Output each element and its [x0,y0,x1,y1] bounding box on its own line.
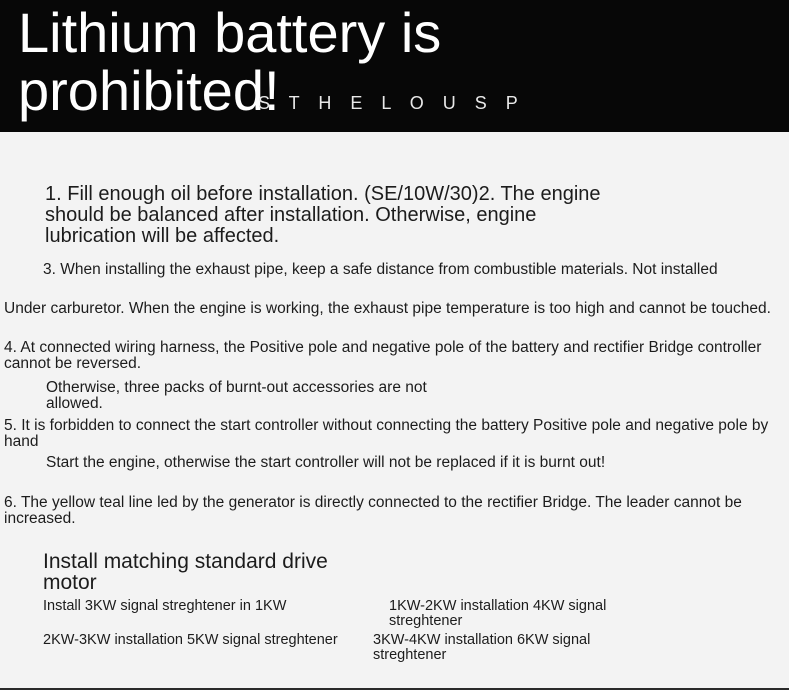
instruction-6: 6. The yellow teal line led by the generator is directly connected to the rectifier Bridge. The leader cannot be increased. [4,494,742,527]
header-banner [0,0,789,132]
instruction-5-continued: Start the engine, otherwise the start controller will not be replaced if it is burnt out! [46,454,606,471]
motor-item-4: 3KW-4KW installation 6KW signal streghtener [373,632,591,663]
motor-heading: Install matching standard drive motor [43,550,328,594]
instruction-1-2: 1. Fill enough oil before installation. (SE/10W/30)2. The engine should be balanced after installation. Otherwise, engine lubrication will be affected. [45,183,601,247]
instruction-5: 5. It is forbidden to connect the start controller without connecting the battery Positive pole and negative pole by hand [4,417,769,450]
instruction-4: 4. At connected wiring harness, the Positive pole and negative pole of the battery and rectifier Bridge controller cannot be reversed. [4,339,762,372]
instruction-4-continued: Otherwise, three packs of burnt-out accessories are not allowed. [46,379,427,412]
motor-item-3: 2KW-3KW installation 5KW signal streghtener [43,632,338,648]
page-title: Lithium battery is prohibited! [18,1,442,122]
instruction-3: 3. When installing the exhaust pipe, keep a safe distance from combustible materials. Not installed [43,261,718,278]
brand-logo-text: S T H E L O U S P [258,93,525,113]
instruction-3-continued: Under carburetor. When the engine is working, the exhaust pipe temperature is too high and cannot be touched. [4,300,771,317]
motor-item-2: 1KW-2KW installation 4KW signal streghtener [389,598,607,629]
motor-item-1: Install 3KW signal streghtener in 1KW [43,598,287,614]
